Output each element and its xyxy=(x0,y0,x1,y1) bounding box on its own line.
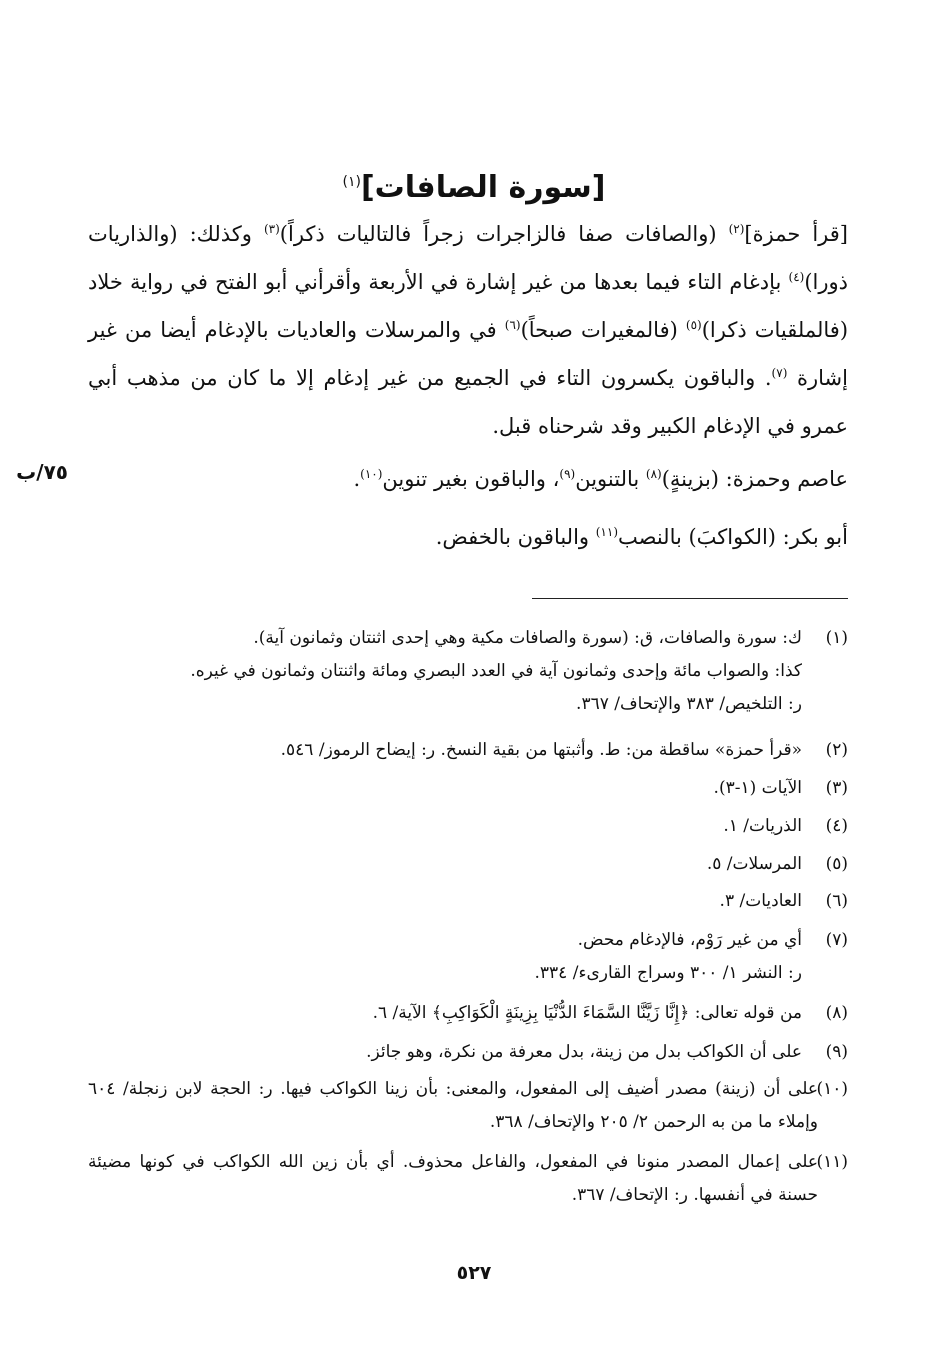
text-run: والباقون بالخفض. xyxy=(435,525,596,549)
text-run: بإدغام التاء فيما بعدها من غير إشارة في الأربعة وأقرأني أبو الفتح في رواية خلاد (فالملقيات ذكرا) xyxy=(88,270,849,342)
footnote-number: (٤) xyxy=(825,816,848,836)
footnote-line: على أن (زينة) مصدر أضيف إلى المفعول، والمعنى: بأن زينا الكواكب فيها. ر: الحجة لابن زنجلة/ ٦٠٤ وإملاء ما من به الرحمن ٢/ ٢٠٥ والإتحاف/ ٣٦٨. xyxy=(88,1079,818,1132)
footnote-line: المرسلات/ ٥. xyxy=(706,854,802,874)
text-run: (والصافات صفا فالزاجرات زجراً فالتاليات ذكراً) xyxy=(279,222,729,246)
footnote-number: (١٠) xyxy=(816,1079,848,1099)
footnote-line: أي من غير رَوْم، فالإدغام محض. xyxy=(577,930,802,950)
footnote-body xyxy=(88,848,802,881)
text-run: أبو بكر: (الكواكبَ) بالنصب xyxy=(618,525,848,549)
footnote-body xyxy=(88,810,802,843)
footnote-line: من قوله تعالى: ﴿إِنَّا زَيَّنَّا السَّمَاءَ الدُّنْيَا بِزِينَةٍ الْكَوَاكِبِ﴾ الآية/ ٦. xyxy=(372,1003,802,1023)
main-paragraph-2 xyxy=(88,455,848,503)
text-run: في والمرسلات والعاديات بالإدغام أيضا من غير إشارة xyxy=(88,318,848,390)
footnote-body xyxy=(88,885,802,918)
footnote-number: (١١) xyxy=(816,1152,848,1172)
footnote-reference: (٨) xyxy=(645,467,662,481)
footnote-body xyxy=(88,622,802,721)
footnote-line: ر: التلخيص/ ٣٨٣ والإتحاف/ ٣٦٧. xyxy=(576,694,802,714)
footnote-line: الذريات/ ١. xyxy=(723,816,802,836)
footnote-line: على أن الكواكب بدل من زينة، بدل معرفة من نكرة، وهو جائز. xyxy=(366,1042,802,1062)
footnote-number: (٢) xyxy=(825,740,848,760)
text-run: ، والباقون بغير تنوين xyxy=(382,467,560,491)
footnote-body xyxy=(88,734,802,767)
footnote-line: ك: سورة والصافات، ق: (سورة والصافات مكية وهي إحدى اثنتان وثمانون آية). xyxy=(253,628,802,648)
page-number: ٥٢٧ xyxy=(456,1262,492,1284)
text-run: . والباقون يكسرون التاء في الجميع من غير إدغام إلا ما كان من مذهب أبي عمرو في الإدغام الكبير وقد شرحناه قبل. xyxy=(88,366,848,438)
manuscript-folio-marker: ٧٥/ب xyxy=(16,460,68,484)
footnote-body xyxy=(88,1146,818,1212)
footnote-body xyxy=(88,772,802,805)
footnote-number: (٣) xyxy=(825,778,848,798)
footnote-body xyxy=(88,1073,818,1139)
paragraph-text xyxy=(88,210,848,450)
text-run: (فالمغيرات صبحاً) xyxy=(520,318,686,342)
footnote-reference: (٢) xyxy=(728,222,745,236)
footnote-reference: (٤) xyxy=(788,270,805,284)
footnote-reference: (٣) xyxy=(263,222,280,236)
footnote-number: (٨) xyxy=(825,1003,848,1023)
footnote-line: على إعمال المصدر منونا في المفعول، والفاعل محذوف. أي بأن زين الله الكواكب في كونها مضيئة حسنة في أنفسها. ر: الإتحاف/ ٣٦٧. xyxy=(88,1152,818,1205)
footnote-divider xyxy=(532,598,848,599)
text-run: [قرأ حمزة] xyxy=(744,222,849,246)
footnote-reference: (٩) xyxy=(559,467,576,481)
paragraph-text xyxy=(88,513,848,561)
footnote-line: كذا: والصواب مائة وإحدى وثمانون آية في العدد البصري ومائة واثنتان وثمانون في غيره. xyxy=(190,661,802,681)
footnote-reference: (١٠) xyxy=(360,467,383,481)
footnote-number: (٧) xyxy=(825,930,848,950)
footnote-line: الآيات (١-٣). xyxy=(713,778,802,798)
text-run: . xyxy=(353,467,361,491)
footnote-number: (٦) xyxy=(825,891,848,911)
paragraph-text xyxy=(88,455,848,503)
footnote-line: العاديات/ ٣. xyxy=(719,891,802,911)
page-title xyxy=(0,170,948,205)
footnote-number: (١) xyxy=(825,628,848,648)
footnote-number: (٥) xyxy=(825,854,848,874)
main-paragraph-1 xyxy=(88,210,848,450)
footnote-line: «قرأ حمزة» ساقطة من: ط. وأثبتها من بقية النسخ. ر: إيضاح الرموز/ ٥٤٦. xyxy=(280,740,802,760)
footnote-line: ر: النشر ١/ ٣٠٠ وسراج القارىء/ ٣٣٤. xyxy=(534,963,802,983)
text-run: عاصم وحمزة: (بزينةٍ) xyxy=(661,467,848,491)
text-run: وكذلك: (والذاريات ذورا) xyxy=(88,222,848,294)
footnote-reference: (٧) xyxy=(771,366,788,380)
title-note-ref: (١) xyxy=(342,174,361,191)
title-text: [سورة الصافات] xyxy=(360,170,606,206)
footnote-reference: (٥) xyxy=(685,318,702,332)
footnote-reference: (٦) xyxy=(504,318,521,332)
footnote-number: (٩) xyxy=(825,1042,848,1062)
main-paragraph-3 xyxy=(88,513,848,561)
footnote-body xyxy=(88,924,802,990)
text-run: بالتنوين xyxy=(575,467,646,491)
footnote-body xyxy=(88,997,802,1030)
footnote-reference: (١١) xyxy=(595,525,618,539)
footnote-body xyxy=(88,1036,802,1069)
